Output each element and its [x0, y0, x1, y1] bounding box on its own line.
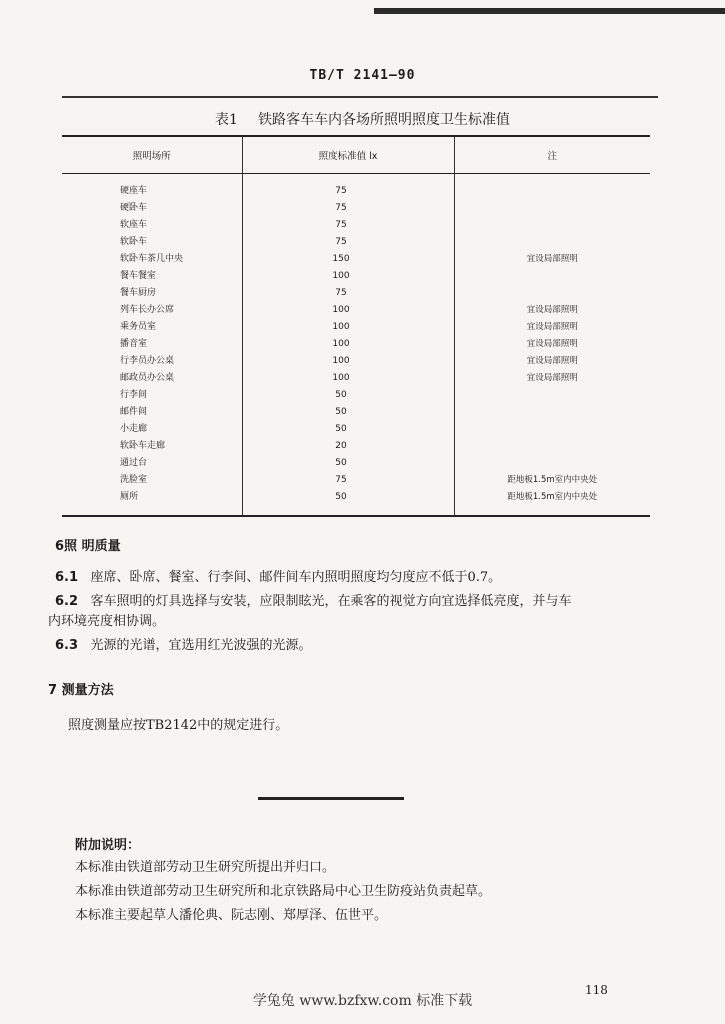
- table-row: [62, 251, 650, 268]
- note-cell: 宜设局部照明: [454, 353, 650, 370]
- table-row: [62, 472, 650, 489]
- section-6-heading: 6照 明质量: [55, 539, 121, 554]
- clause-6-3-text: 光源的光谱，宜选用红光波强的光源。: [90, 638, 312, 653]
- value-cell: 75: [242, 234, 454, 251]
- place-cell: 邮件间: [120, 407, 148, 417]
- clause-6-3-number: 6.3: [55, 638, 79, 653]
- place-cell: 软卧车走廊: [120, 441, 166, 451]
- section-7-heading: 7 测量方法: [48, 683, 114, 698]
- note-cell: [454, 404, 650, 421]
- place-cell: 软卧车: [120, 237, 148, 247]
- table-row: [62, 234, 650, 251]
- table-caption: [0, 109, 725, 129]
- note-cell: 宜设局部照明: [454, 370, 650, 387]
- clause-6-3: [55, 638, 311, 654]
- value-cell: 50: [242, 455, 454, 472]
- clause-6-1-text: 座席、卧席、餐室、行李间、邮件间车内照明照度均匀度应不低于0.7。: [90, 570, 502, 585]
- value-cell: 100: [242, 370, 454, 387]
- note-cell: 距地板1.5m室内中央处: [454, 489, 650, 516]
- clause-6-1-number: 6.1: [55, 570, 79, 585]
- note-cell: [454, 455, 650, 472]
- value-cell: 75: [242, 174, 454, 201]
- table-row: [62, 489, 650, 516]
- place-cell: 通过台: [120, 458, 148, 468]
- table-number: 表1: [215, 112, 238, 128]
- place-cell: 列车长办公席: [120, 305, 175, 315]
- note-cell: [454, 438, 650, 455]
- place-cell: 行李间: [120, 390, 148, 400]
- illuminance-table: [62, 135, 650, 517]
- place-cell: 邮政员办公桌: [120, 373, 175, 383]
- value-cell: 150: [242, 251, 454, 268]
- clause-6-2: [55, 594, 571, 610]
- table-title: 铁路客车车内各场所照明照度卫生标准值: [257, 112, 510, 128]
- top-edge-bar: [374, 8, 725, 14]
- column-header-note: 注: [454, 136, 650, 174]
- value-cell: 50: [242, 421, 454, 438]
- place-cell: 厕所: [120, 492, 139, 502]
- appendix-title: 附加说明：: [75, 838, 141, 853]
- value-cell: 75: [242, 200, 454, 217]
- table-row: [62, 285, 650, 302]
- place-cell: 行李员办公桌: [120, 356, 175, 366]
- value-cell: 75: [242, 472, 454, 489]
- appendix-line-1: 本标准由铁道部劳动卫生研究所提出并归口。: [75, 860, 336, 875]
- appendix-line-2: 本标准由铁道部劳动卫生研究所和北京铁路局中心卫生防疫站负责起草。: [75, 884, 492, 899]
- clause-6-2-text: 客车照明的灯具选择与安装，应限制眩光，在乘客的视觉方向宜选择低亮度，并与车: [90, 594, 572, 609]
- place-cell: 乘务员室: [120, 322, 157, 332]
- place-cell: 播音室: [120, 339, 148, 349]
- place-cell: 硬座车: [120, 186, 148, 196]
- appendix-line-3: 本标准主要起草人潘伦典、阮志刚、郑厚泽、伍世平。: [75, 908, 388, 923]
- value-cell: 20: [242, 438, 454, 455]
- note-cell: 宜设局部照明: [454, 336, 650, 353]
- table-row: [62, 404, 650, 421]
- footer-watermark: 学兔兔 www.bzfxw.com 标准下载: [252, 993, 473, 1009]
- table-row: [62, 200, 650, 217]
- end-rule: [258, 797, 404, 800]
- standard-code: TB/T 2141—90: [309, 68, 416, 83]
- value-cell: 50: [242, 404, 454, 421]
- table-row: [62, 455, 650, 472]
- value-cell: 50: [242, 489, 454, 516]
- table-row: [62, 353, 650, 370]
- note-cell: 宜设局部照明: [454, 251, 650, 268]
- table-row: [62, 421, 650, 438]
- note-cell: [454, 200, 650, 217]
- page-number: 118: [585, 983, 608, 997]
- table-row: [62, 174, 650, 201]
- table-row: [62, 370, 650, 387]
- place-cell: 软卧车茶几中央: [120, 254, 184, 264]
- table-row: [62, 336, 650, 353]
- note-cell: [454, 285, 650, 302]
- place-cell: 餐车厨房: [120, 288, 157, 298]
- note-cell: [454, 421, 650, 438]
- note-cell: 距地板1.5m室内中央处: [454, 472, 650, 489]
- note-cell: [454, 234, 650, 251]
- table-row: [62, 302, 650, 319]
- column-header-value: 照度标准值 lx: [242, 136, 454, 174]
- clause-6-2-continued: 内环境亮度相协调。: [48, 614, 166, 629]
- column-header-place: 照明场所: [62, 136, 242, 174]
- value-cell: 75: [242, 217, 454, 234]
- table-row: [62, 268, 650, 285]
- value-cell: 100: [242, 302, 454, 319]
- table-header-row: [62, 136, 650, 174]
- value-cell: 100: [242, 353, 454, 370]
- note-cell: [454, 387, 650, 404]
- table-row: [62, 217, 650, 234]
- value-cell: 50: [242, 387, 454, 404]
- note-cell: [454, 174, 650, 201]
- place-cell: 小走廊: [120, 424, 148, 434]
- note-cell: 宜设局部照明: [454, 319, 650, 336]
- value-cell: 100: [242, 319, 454, 336]
- clause-6-1: [55, 570, 501, 586]
- place-cell: 洗脸室: [120, 475, 148, 485]
- place-cell: 硬卧车: [120, 203, 148, 213]
- place-cell: 软座车: [120, 220, 148, 230]
- section-7-text: 照度测量应按TB2142中的规定进行。: [68, 718, 289, 733]
- value-cell: 75: [242, 285, 454, 302]
- value-cell: 100: [242, 268, 454, 285]
- clause-6-2-number: 6.2: [55, 594, 79, 609]
- table-row: [62, 387, 650, 404]
- note-cell: [454, 217, 650, 234]
- note-cell: [454, 268, 650, 285]
- place-cell: 餐车餐室: [120, 271, 157, 281]
- note-cell: 宜设局部照明: [454, 302, 650, 319]
- table-row: [62, 319, 650, 336]
- header-rule: [62, 96, 658, 98]
- value-cell: 100: [242, 336, 454, 353]
- table-row: [62, 438, 650, 455]
